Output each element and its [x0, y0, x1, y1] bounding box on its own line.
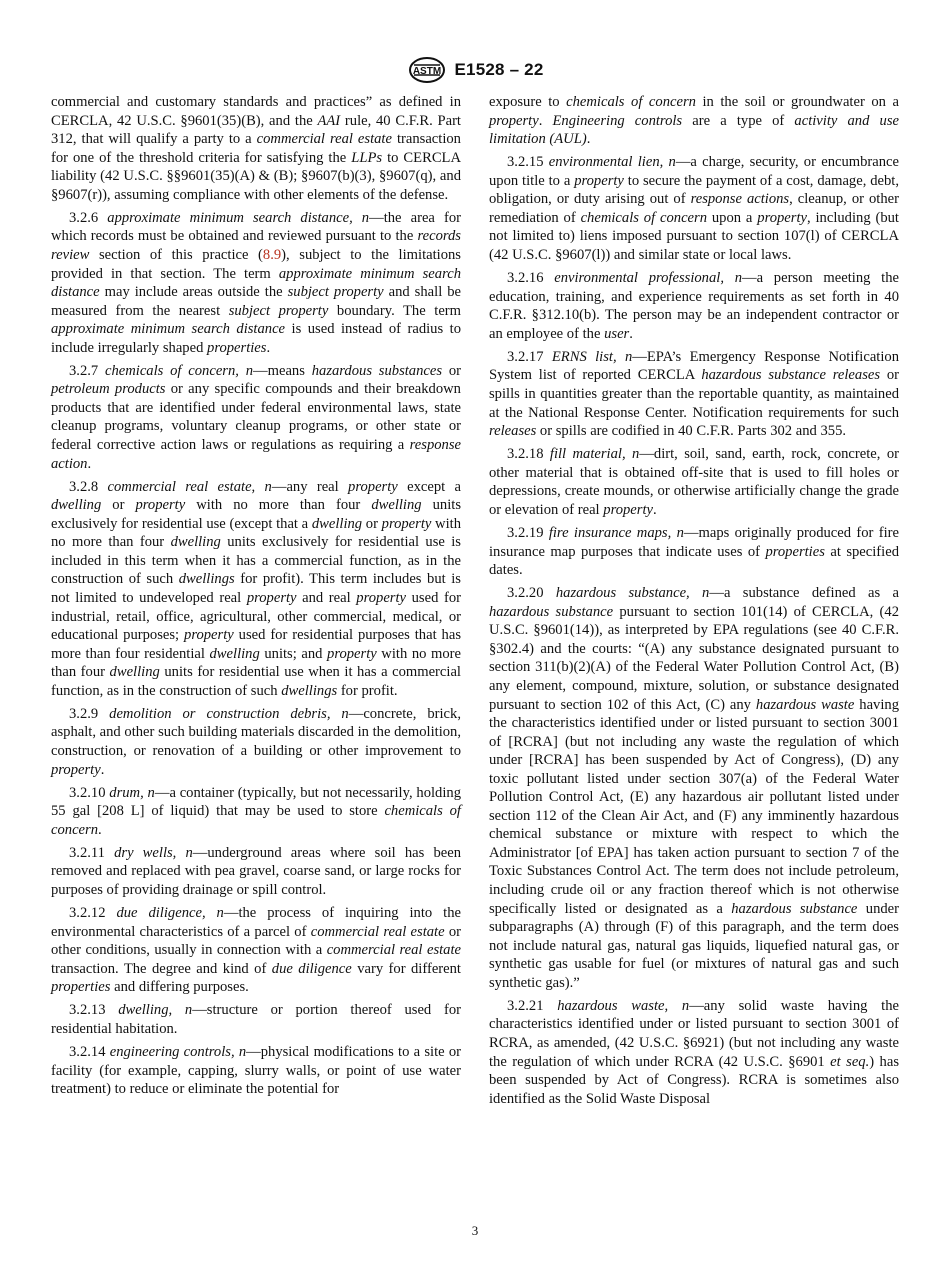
paragraph-continuation: exposure to chemicals of concern in the soil or groundwater on a property. Engineering controls are a type of activity and use limitation (AUL). — [489, 94, 900, 148]
section-reference-link[interactable]: 8.9 — [262, 246, 282, 263]
astm-logo-icon — [407, 56, 447, 84]
definition-3-2-16: 3.2.16 environmental professional, n—a person meeting the education, training, and experience requirements as set forth in 40 C.F.R. §312.10(b). The person may be an independent contractor or an employee of the user. — [489, 270, 899, 342]
page-header — [0, 56, 950, 89]
left-column — [51, 93, 461, 1103]
definition-3-2-7: 3.2.7 chemicals of concern, n—means hazardous substances or petroleum products or any specific compounds and their breakdown products that are identified under federal environmental laws, state cleanup programs, voluntary cleanup programs, or other state or federal corrective action laws or regulations as requiring a response action. — [51, 362, 461, 472]
right-column — [489, 93, 899, 1113]
definition-3-2-20: 3.2.20 hazardous substance, n—a substance defined as a hazardous substance pursuant to section 101(14) of CERCLA, (42 U.S.C. §9601(14)), as interpreted by EPA regulations (see 40 C.F.R. §302.4) and the courts: “(A) any substance designated pursuant to section 311(b)(2)(A) of the Federal Water Pollution Control Act, (B) any element, compound, mixture, solution, or substance designated pursuant to section 102 of this Act, (C) any hazardous waste having the characteristics identified under or listed pursuant to section 3001 of [RCRA] (but not including any waste the regulation of which under [RCRA] has been suspended by Act of Congress), (D) any toxic pollutant listed under section 307(a) of the Federal Water Pollution Control Act, (E) any hazardous air pollutant listed under section 112 of the Clean Air Act, and (F) any imminently hazardous chemical substance or mixture with respect to which the Administrator [of EPA] has taken action pursuant to section 7 of the Toxic Substances Control Act. The term does not include petroleum, including crude oil or any fraction thereof which is not otherwise specifically listed or designated as a hazardous substance under subparagraphs (A) through (F) of this paragraph, and the term does not include natural gas, natural gas liquids, liquefied natural gas, or synthetic gas usable for fuel (or mixtures of natural gas and such synthetic gas).” — [489, 585, 900, 991]
definition-3-2-13: 3.2.13 dwelling, n—structure or portion thereof used for residential habitation. — [51, 1002, 461, 1037]
definition-3-2-19: 3.2.19 fire insurance maps, n—maps originally produced for fire insurance map purposes that indicate uses of properties at specified dates. — [489, 525, 899, 579]
definition-3-2-18: 3.2.18 fill material, n—dirt, soil, sand, earth, rock, concrete, or other material that is obtained off-site that is used to fill holes or depressions, create mounds, or otherwise artificially change the grade or elevation of real property. — [489, 446, 899, 518]
definition-3-2-6: 3.2.6 approximate minimum search distance, n—the area for which records must be obtained and reviewed pursuant to the records review section of this practice (8.9), subject to the limitations provided in that section. The term approximate minimum search distance may include areas outside the subject property and shall be measured from the nearest subject property boundary. The term approximate minimum search distance is used instead of radius to include irregularly shaped properties. — [51, 209, 462, 356]
definition-3-2-8: 3.2.8 commercial real estate, n—any real property except a dwelling or property with no more than four dwelling units exclusively for residential use (except that a dwelling or property with no more than four dwelling units exclusively for residential use is included in this term when it has a commercial function, as in the construction of such dwellings for profit). This term includes but is not limited to undeveloped real property and real property used for industrial, retail, office, agricultural, other commercial, medical, or educational purposes; property used for residential purposes that has more than four residential dwelling units; and property with no more than four dwelling units for residential use when it has a commercial function, as in the construction of such dwellings for profit. — [51, 478, 461, 699]
definition-3-2-9: 3.2.9 demolition or construction debris, n—concrete, brick, asphalt, and other such building materials discarded in the demolition, construction, or renovation of a building or other improvement to property. — [51, 705, 461, 778]
document-id: E1528 – 22 — [454, 60, 544, 79]
definition-3-2-12: 3.2.12 due diligence, n—the process of inquiring into the environmental characteristics of a parcel of commercial real estate or other conditions, usually in connection with a commercial real estate transaction. The degree and kind of due diligence vary for different properties and differing purposes. — [51, 905, 462, 996]
definition-3-2-21: 3.2.21 hazardous waste, n—any solid waste having the characteristics identified under or listed pursuant to section 3001 of RCRA, as amended, (42 U.S.C. §6921) (but not including any waste the regulation of which under RCRA (42 U.S.C. §6901 et seq.) has been suspended by Act of Congress). RCRA is sometimes also identified as the Solid Waste Disposal — [489, 997, 900, 1107]
definition-3-2-15: 3.2.15 environmental lien, n—a charge, security, or encumbrance upon title to a property to secure the payment of a cost, damage, debt, obligation, or duty arising out of response actions, cleanup, or other remediation of chemicals of concern upon a property, including (but not limited to) liens imposed pursuant to section 107(l) of CERCLA (42 U.S.C. §9607(l)) and similar state or local laws. — [489, 154, 899, 263]
definition-3-2-14: 3.2.14 engineering controls, n—physical modifications to a site or facility (for example, capping, slurry walls, or point of use water treatment) to reduce or eliminate the potential for — [51, 1044, 461, 1098]
definition-3-2-17: 3.2.17 ERNS list, n—EPA’s Emergency Response Notification System list of reported CERCLA hazardous substance releases or spills in quantities greater than the reportable quantity, as maintained at the National Response Center. Notification requirements for such releases or spills are codified in 40 C.F.R. Parts 302 and 355. — [489, 348, 899, 440]
paragraph-continuation: commercial and customary standards and practices” as defined in CERCLA, 42 U.S.C. §9601(35)(B), and the AAI rule, 40 C.F.R. Part 312, that will qualify a party to a commercial real estate transaction for one of the threshold criteria for satisfying the LLPs to CERCLA liability (42 U.S.C. §§9601(35)(A) & (B); §9607(b)(3), §9607(q), and §9607(r)), assuming compliance with other elements of the defense. — [51, 94, 462, 203]
page-number: 3 — [471, 1223, 479, 1238]
svg-text:ASTM: ASTM — [412, 66, 441, 77]
definition-3-2-11: 3.2.11 dry wells, n—underground areas where soil has been removed and replaced with pea gravel, coarse sand, or large rocks for purposes of providing drainage or spill control. — [51, 844, 461, 898]
definition-3-2-10: 3.2.10 drum, n—a container (typically, but not necessarily, holding 55 gal [208 L] of liquid) that may be used to store chemicals of concern. — [51, 784, 461, 838]
